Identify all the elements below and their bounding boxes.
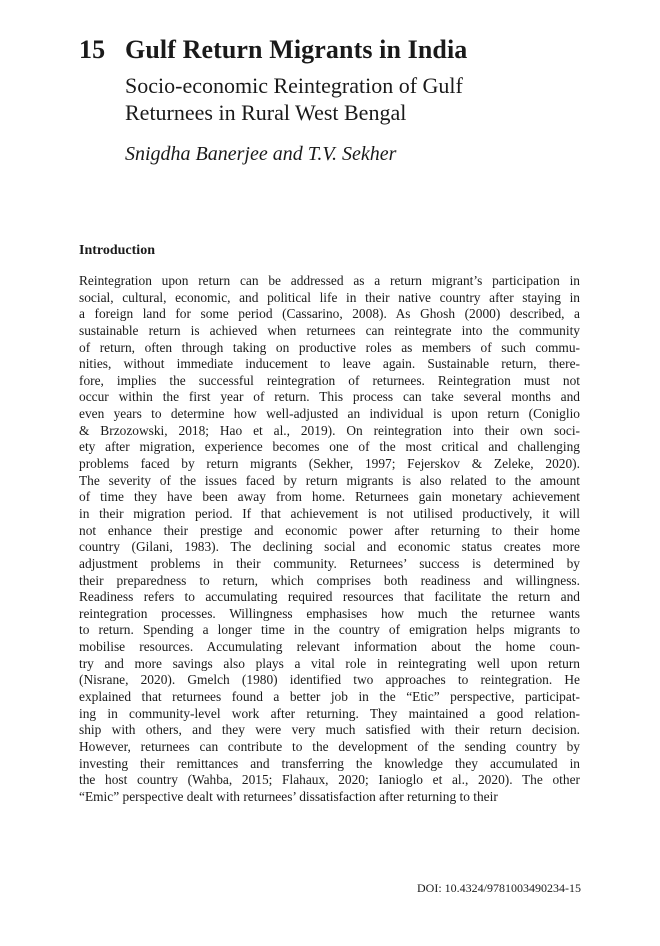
text-line: Readiness refers to accumulating required resources that facilitate the return and (79, 589, 580, 605)
text-line: try and more savings also plays a vital role in reintegrating well upon return (79, 655, 580, 671)
text-line: of return, often through taking on productive roles as members of such commu- (79, 339, 580, 355)
text-line: mobilise resources. Accumulating relevant information about the home coun- (79, 639, 580, 655)
text-line: explained that returnees found a better job in the “Etic” perspective, participat- (79, 689, 580, 705)
chapter-subtitle (125, 72, 619, 126)
chapter-title-text: Gulf Return Migrants in India (125, 35, 468, 64)
text-line: sustainable return is achieved when returnees can reintegrate into the community (79, 322, 580, 338)
doi-footer: DOI: 10.4324/9781003490234-15 (417, 881, 581, 895)
chapter-number: 15 (79, 35, 106, 64)
text-line: adjustment problems in their community. Returnees’ success is determined by (79, 555, 580, 571)
chapter-title (79, 34, 619, 66)
text-line: not enhance their prestige and economic power after returning to their home (79, 522, 580, 538)
text-line: fore, implies the successful reintegration of returnees. Reintegration must not (79, 372, 580, 388)
text-line: reintegration processes. Willingness emphasises how much the returnee wants (79, 605, 580, 621)
text-line: social, cultural, economic, and political life in their native country after staying in (79, 289, 580, 305)
text-line: (Nisrane, 2020). Gmelch (1980) identified two approaches to reintegration. He (79, 672, 580, 688)
text-line: ing in community-level work after returning. They maintained a good relation- (79, 705, 580, 721)
chapter-header (79, 34, 619, 167)
text-line: to return. Spending a longer time in the country of emigration helps migrants to (79, 622, 580, 638)
text-line: The severity of the issues faced by return migrants is also related to the amount (79, 472, 580, 488)
subtitle-line: Socio-economic Reintegration of Gulf (125, 73, 463, 98)
text-line: of time they have been away from home. Returnees gain monetary achievement (79, 489, 580, 505)
text-line: investing their remittances and transferring the knowledge they accumulated in (79, 755, 580, 771)
text-line: the host country (Wahba, 2015; Flahaux, 2020; Ianioglo et al., 2020). The other (79, 772, 580, 788)
text-line: occur within the first year of return. This process can take several months and (79, 389, 580, 405)
text-line: their preparedness to return, which comprises both readiness and willingness. (79, 572, 580, 588)
chapter-authors: Snigdha Banerjee and T.V. Sekher (125, 143, 397, 165)
text-line: even years to determine how well-adjusted an individual is upon return (Coniglio (79, 406, 580, 422)
text-line: problems faced by return migrants (Sekher, 1997; Fejerskov & Zeleke, 2020). (79, 456, 580, 472)
subtitle-line: Returnees in Rural West Bengal (125, 100, 407, 125)
text-line: “Emic” perspective dealt with returnees’ dissatisfaction after returning to their (79, 788, 498, 804)
text-line: nities, without immediate inducement to leave again. Sustainable return, there- (79, 356, 580, 372)
text-line: a foreign land for some period (Cassarino, 2008). As Ghosh (2000) described, a (79, 306, 580, 322)
text-line: Reintegration upon return can be addressed as a return migrant’s participation in (79, 273, 580, 288)
text-line: & Brzozowski, 2018; Hao et al., 2019). On reintegration into their own soci- (79, 422, 580, 438)
section-heading: Introduction (79, 243, 155, 258)
body-paragraph (79, 273, 580, 806)
text-line: ety after migration, experience becomes one of the most critical and challenging (79, 439, 580, 455)
text-line: However, returnees can contribute to the development of the sending country by (79, 738, 580, 754)
text-line: ship with others, and they were very much satisfied with their return decision. (79, 722, 580, 738)
text-line: in their migration period. If that achievement is not utilised productively, it will (79, 505, 580, 521)
text-line: country (Gilani, 1983). The declining social and economic status creates more (79, 539, 580, 555)
